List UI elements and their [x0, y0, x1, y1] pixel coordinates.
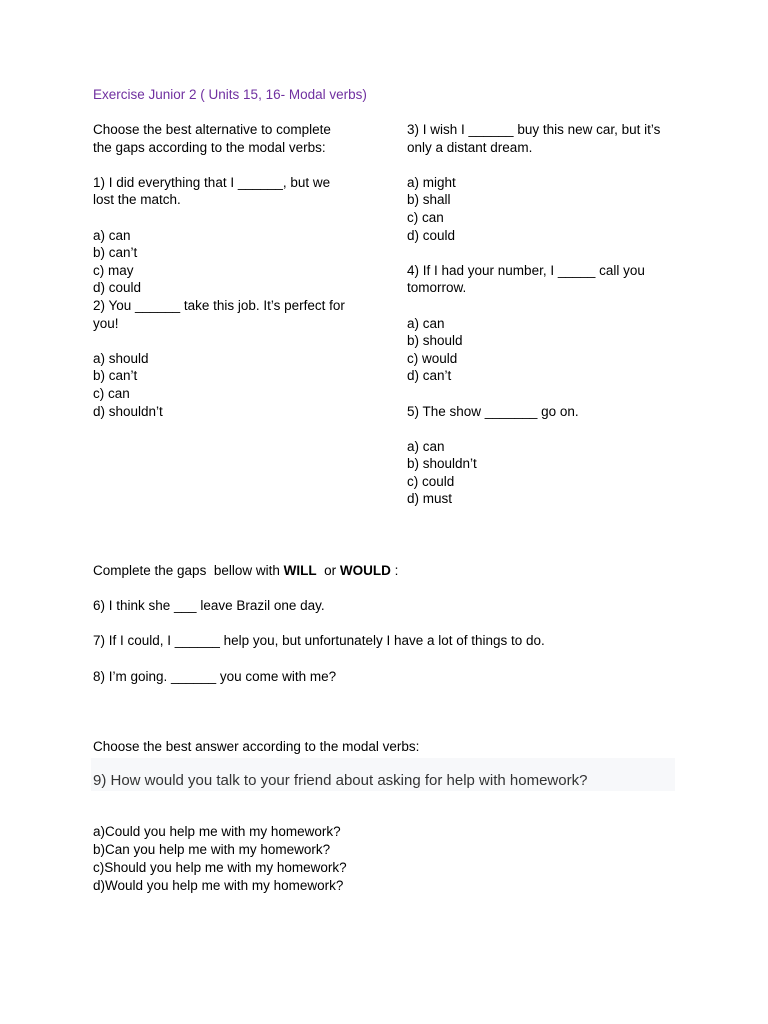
- question-9-option-b: b)Can you help me with my homework?: [93, 842, 331, 857]
- part1-instruction-line: Choose the best alternative to complete: [93, 122, 331, 137]
- question-5-option-d: d) must: [407, 491, 453, 507]
- question-2-option-c: c) can: [93, 385, 130, 401]
- question-1: [93, 174, 393, 297]
- question-4-option-a: a) can: [407, 315, 445, 331]
- question-4-text: tomorrow.: [407, 280, 467, 296]
- question-9-option-a: a)Could you help me with my homework?: [93, 824, 341, 839]
- question-4: [407, 262, 707, 385]
- question-1-text: lost the match.: [93, 192, 181, 208]
- question-9-option-d: d)Would you help me with my homework?: [93, 878, 344, 893]
- question-4-option-d: d) can’t: [407, 368, 452, 384]
- keyword-would: WOULD: [339, 563, 391, 578]
- question-5-text: 5) The show _______ go on.: [407, 403, 579, 419]
- question-3-text: only a distant dream.: [407, 139, 533, 155]
- question-1-option-b: b) can’t: [93, 245, 138, 261]
- question-2-text: 2) You ______ take this job. It’s perfect for: [93, 297, 345, 313]
- question-4-text: 4) If I had your number, I _____ call you: [407, 262, 645, 278]
- question-9-text: 9) How would you talk to your friend about asking for help with homework?: [93, 772, 588, 789]
- question-1-option-a: a) can: [93, 227, 131, 243]
- part2-instruction-text: :: [390, 563, 399, 578]
- question-6-text: 6) I think she ___ leave Brazil one day.: [93, 598, 325, 614]
- question-3: [407, 121, 707, 244]
- question-1-text: 1) I did everything that I ______, but we: [93, 174, 331, 190]
- question-5-option-b: b) shouldn’t: [407, 456, 477, 472]
- question-5-option-a: a) can: [407, 438, 445, 454]
- question-5: [407, 403, 707, 509]
- question-4-option-c: c) would: [407, 350, 458, 366]
- will-would-section: [93, 562, 693, 685]
- worksheet-title: Exercise Junior 2 ( Units 15, 16- Modal verbs): [93, 87, 367, 102]
- question-1-option-d: d) could: [93, 280, 142, 296]
- question-3-option-d: d) could: [407, 227, 456, 243]
- question-2-text: you!: [93, 315, 119, 331]
- question-9-options: [93, 823, 347, 895]
- left-column: [93, 121, 393, 420]
- question-4-option-b: b) should: [407, 333, 463, 349]
- part3-instruction: Choose the best answer according to the modal verbs:: [93, 739, 420, 754]
- keyword-will: WILL: [283, 563, 317, 578]
- part1-instruction-line: the gaps according to the modal verbs:: [93, 139, 326, 155]
- part2-instruction-text: Complete the gaps bellow with: [93, 563, 284, 578]
- question-1-option-c: c) may: [93, 262, 134, 278]
- part2-instruction-text: or: [316, 563, 340, 578]
- question-2-option-b: b) can’t: [93, 368, 138, 384]
- question-9-highlight: [91, 758, 675, 791]
- question-8-text: 8) I’m going. ______ you come with me?: [93, 668, 337, 684]
- question-7-text: 7) If I could, I ______ help you, but unfortunately I have a lot of things to do.: [93, 633, 545, 649]
- question-5-option-c: c) could: [407, 473, 455, 489]
- part2-instruction: [93, 562, 693, 580]
- question-2-option-d: d) shouldn’t: [93, 403, 163, 419]
- question-3-option-c: c) can: [407, 209, 444, 225]
- question-2: [93, 297, 393, 420]
- question-3-text: 3) I wish I ______ buy this new car, but it’s: [407, 122, 661, 137]
- question-9-option-c: c)Should you help me with my homework?: [93, 860, 347, 875]
- question-2-option-a: a) should: [93, 350, 149, 366]
- question-3-option-b: b) shall: [407, 192, 451, 208]
- right-column: [407, 121, 707, 508]
- question-3-option-a: a) might: [407, 174, 456, 190]
